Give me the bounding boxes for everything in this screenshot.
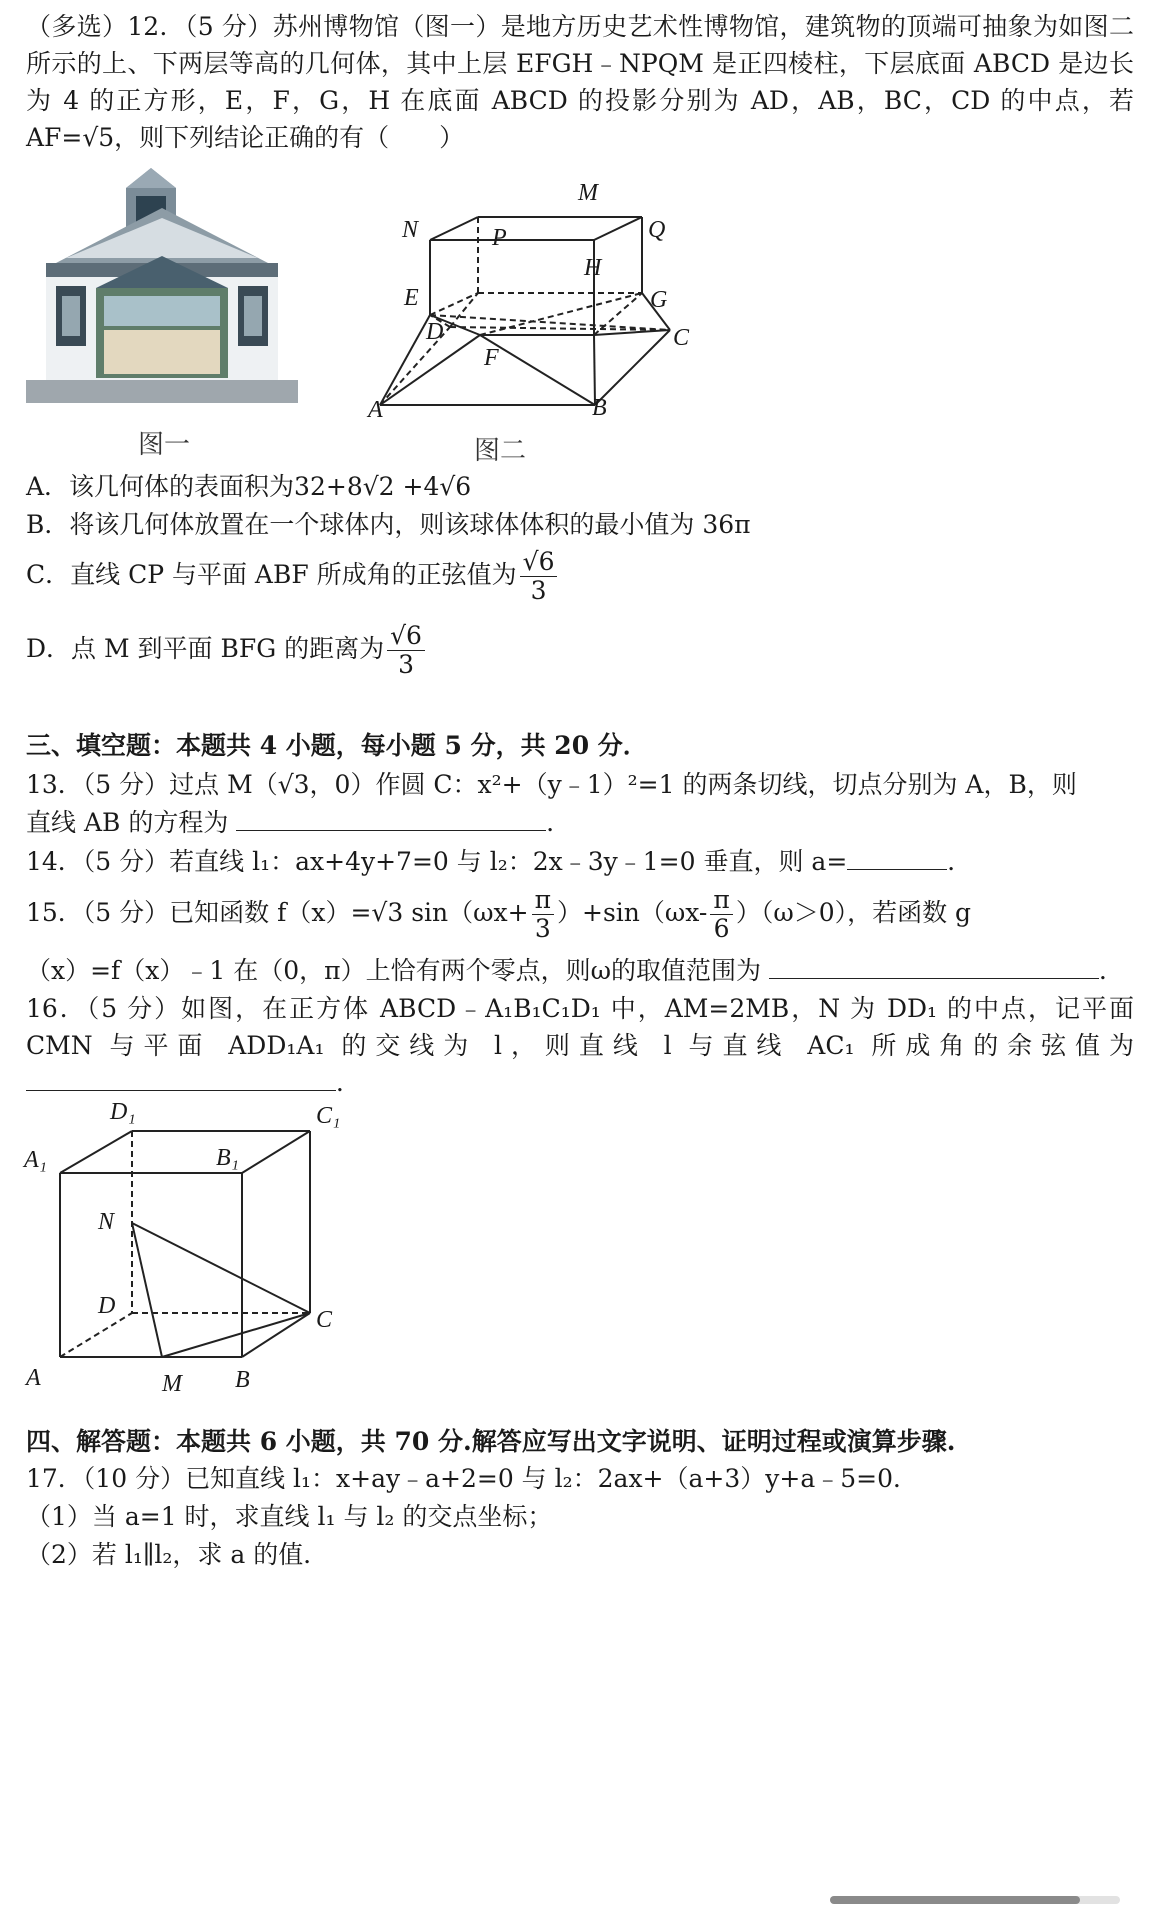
figure2-diagram (370, 175, 700, 425)
cube-label-C1: C₁ (316, 1103, 341, 1129)
figure2-caption: 图二 (474, 436, 527, 466)
q17-part1: （1）当 a=1 时，求直线 l₁ 与 l₂ 的交点坐标； (26, 1502, 553, 1531)
answer-blank (26, 1066, 336, 1091)
q14-line: 14．（5 分）若直线 l₁：ax+4y+7=0 与 l₂：2x﹣3y﹣1=0 垂直，则 a= ． (26, 847, 973, 876)
cube-label-N: N (98, 1209, 115, 1235)
cube-label-A1: A₁ (24, 1147, 48, 1173)
cube-label-A: A (26, 1365, 41, 1391)
fig2-label-H: H (584, 255, 602, 281)
q12-option-a: A．该几何体的表面积为32+8√2 +4√6 (26, 472, 472, 501)
fig2-label-P: P (492, 225, 507, 251)
answer-blank (769, 954, 1099, 979)
fig2-label-C: C (673, 325, 690, 351)
fig2-label-Q: Q (648, 217, 666, 243)
q13-line1: 13．（5 分）过点 M（√3，0）作圆 C：x²+（y﹣1）²=1 的两条切线，切点分别为 A，B，则 (26, 770, 1077, 799)
cube-label-C: C (316, 1307, 333, 1333)
cube-label-M: M (162, 1371, 182, 1397)
fig2-label-G: G (650, 287, 668, 313)
frac-sqrt6-over-3: $\frac{√6}{3}$ (387, 622, 425, 679)
fig2-label-B: B (592, 395, 607, 421)
cube-diagram (20, 1095, 360, 1395)
q12-option-d: D．点 M 到平面 BFG 的距离为 $\frac{√6}{3}$ (26, 622, 428, 679)
horizontal-scrollbar[interactable] (830, 1896, 1120, 1904)
frac-sqrt6-over-3: $\frac{√6}{3}$ (520, 548, 558, 605)
cube-label-D1: D₁ (110, 1099, 136, 1125)
q17-line1: 17．（10 分）已知直线 l₁：x+ay﹣a+2=0 与 l₂：2ax+（a+3）y+a﹣5=0． (26, 1464, 918, 1493)
fig2-label-F: F (484, 345, 499, 371)
fig2-label-A: A (368, 397, 383, 423)
figure1-caption: 图一 (138, 430, 191, 460)
q13-line2: 直线 AB 的方程为 ． (26, 808, 572, 837)
museum-photo (26, 168, 298, 403)
answer-blank (847, 845, 947, 870)
cube-label-B1: B₁ (216, 1145, 240, 1171)
q15-line2: （x）=f（x）﹣1 在（0，π）上恰有两个零点，则ω的取值范围为 ． (26, 956, 1124, 985)
q15-line1: 15．（5 分）已知函数 f（x）=√3 sin（ωx+ $\frac{\pi}{3}$ ）+sin（ωx- $\frac{\pi}{6}$ ）（ω＞0），若函数 g (26, 885, 972, 943)
section4-heading: 四、解答题：本题共 6 小题，共 70 分.解答应写出文字说明、证明过程或演算步骤. (26, 1427, 956, 1456)
fig2-label-N: N (402, 217, 419, 243)
section3-heading: 三、填空题：本题共 4 小题，每小题 5 分，共 20 分． (26, 731, 648, 760)
q12-stem: （多选）12．（5 分）苏州博物馆（图一）是地方历史艺术性博物馆，建筑物的顶端可抽象为如图二所示的上、下两层等高的几何体，其中上层 EFGH﹣NPQM 是正四棱柱，下层底面 ABCD 是边长为 4 的正方形，E，F，G，H 在底面 ABCD 的投影分别为 AD，AB，BC，CD 的中点，若 AF=√5，则下列结论正确的有（ ） (26, 12, 1134, 152)
fig2-label-M: M (578, 180, 598, 206)
answer-blank (236, 806, 546, 831)
q12-option-c: C．直线 CP 与平面 ABF 所成角的正弦值为 $\frac{√6}{3}$ (26, 548, 560, 605)
q16-stem: 16．（5 分）如图，在正方体 ABCD﹣A₁B₁C₁D₁ 中，AM=2MB，N 为 DD₁ 的中点，记平面 CMN 与平面 ADD₁A₁ 的交线为 l，则直线 l 与直线 AC₁ 所成角的余弦值为 ． (26, 994, 1134, 1097)
q12-option-b: B．将该几何体放置在一个球体内，则该球体体积的最小值为 36π (26, 510, 751, 539)
fig2-label-E: E (404, 285, 419, 311)
cube-label-B: B (235, 1367, 250, 1393)
fig2-label-D: D (426, 319, 444, 345)
cube-label-D: D (98, 1293, 116, 1319)
q17-part2: （2）若 l₁∥l₂，求 a 的值． (26, 1540, 329, 1569)
